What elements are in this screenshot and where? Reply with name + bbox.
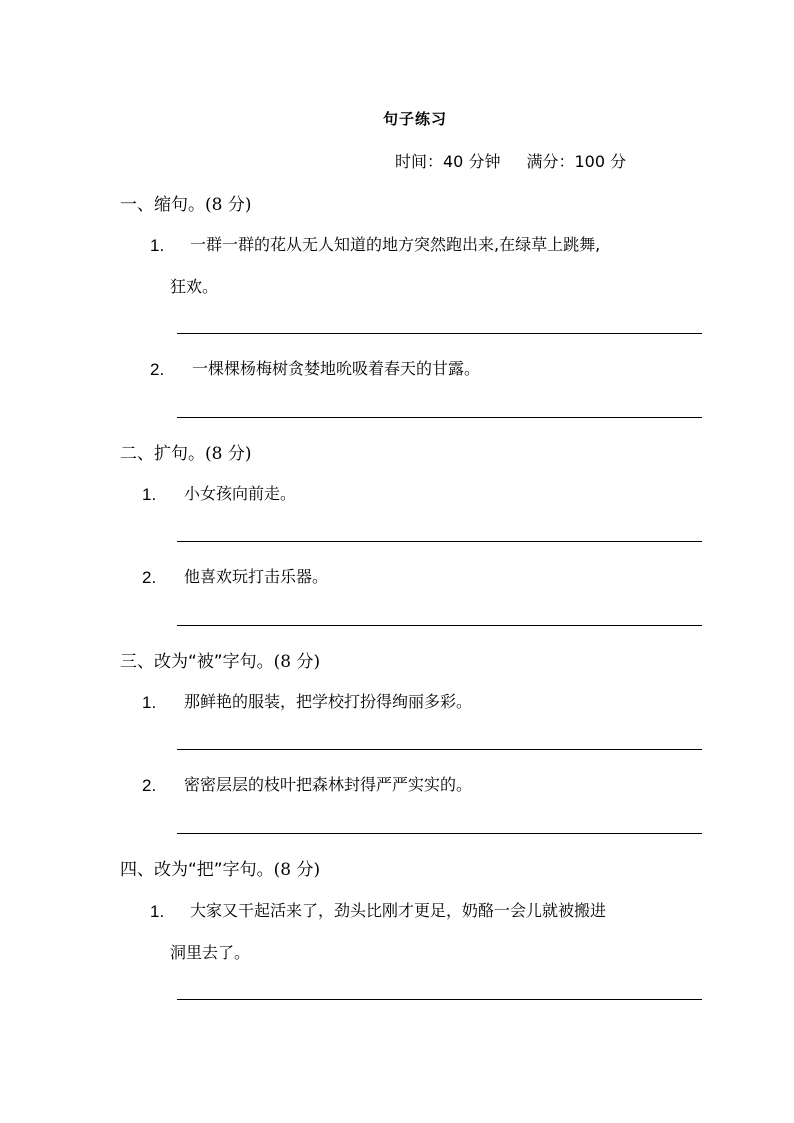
question-number: 2. xyxy=(142,568,157,587)
answer-line[interactable] xyxy=(177,417,702,418)
section-points: (8 分) xyxy=(273,652,321,672)
question-text: 密密层层的枝叶把森林封得严严实实的。 xyxy=(184,775,473,794)
answer-line[interactable] xyxy=(177,333,702,334)
question-number: 1. xyxy=(142,693,157,712)
question-text: 一群一群的花从无人知道的地方突然跑出来,在绿草上跳舞, xyxy=(190,235,601,254)
question-text-continued: 狂欢。 xyxy=(170,277,219,296)
answer-line[interactable] xyxy=(177,749,702,750)
question-text: 一棵棵杨梅树贪婪地吮吸着春天的甘露。 xyxy=(192,359,481,378)
section-points: (8 分) xyxy=(205,444,252,464)
answer-line[interactable] xyxy=(177,999,702,1000)
question-number: 1. xyxy=(142,485,157,504)
page-title: 句子练习 xyxy=(382,110,447,128)
answer-line[interactable] xyxy=(177,541,702,542)
answer-line[interactable] xyxy=(177,625,702,626)
section-heading-4 xyxy=(120,855,320,880)
question-text: 他喜欢玩打击乐器。 xyxy=(184,567,329,586)
time-limit: 时间：40 分钟 xyxy=(395,152,501,171)
question-text-continued: 洞里去了。 xyxy=(170,943,251,962)
section-title: 一、缩句。 xyxy=(120,195,205,215)
question-number: 1. xyxy=(150,902,165,921)
exam-meta xyxy=(395,149,626,172)
question-text: 大家又干起活来了，劲头比刚才更足，奶酪一会儿就被搬进 xyxy=(190,901,607,920)
section-title: 四、改为“把”字句。 xyxy=(120,860,274,880)
section-heading-3 xyxy=(120,647,320,672)
answer-line[interactable] xyxy=(177,833,702,834)
section-heading-2 xyxy=(120,439,251,464)
section-title: 三、改为“被”字句。 xyxy=(120,652,274,672)
question-text: 小女孩向前走。 xyxy=(184,484,297,503)
full-score: 满分：100 分 xyxy=(526,152,627,171)
section-points: (8 分) xyxy=(205,195,252,215)
question-text: 那鲜艳的服装，把学校打扮得绚丽多彩。 xyxy=(184,692,473,711)
section-title: 二、扩句。 xyxy=(120,444,205,464)
question-number: 2. xyxy=(150,360,165,379)
section-heading-1 xyxy=(120,190,251,215)
question-number: 1. xyxy=(150,236,165,255)
section-points: (8 分) xyxy=(273,860,321,880)
question-number: 2. xyxy=(142,776,157,795)
